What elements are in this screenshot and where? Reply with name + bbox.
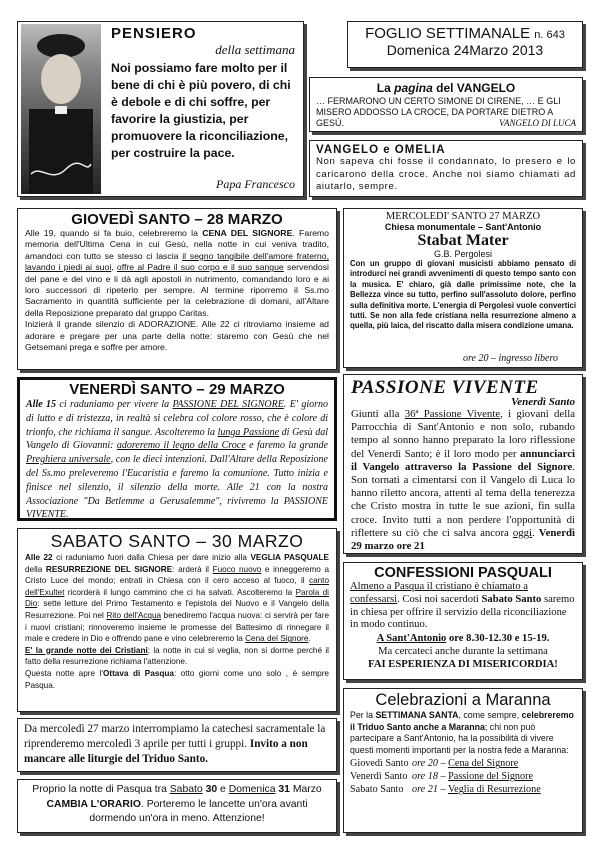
orario-o3b: CAMBIA L'ORARIO xyxy=(46,798,141,810)
sabato-s11: ; la notte in cui si veglia, non si dorme perché il fatto della resurrezione richiama l'attenzione. xyxy=(25,645,329,667)
pensiero-author: Papa Francesco xyxy=(216,177,295,191)
schedule-row xyxy=(350,783,576,796)
mercoledi-title: MERCOLEDI' SANTO 27 MARZO xyxy=(385,211,541,222)
venerdi-t1: Alle 15 xyxy=(26,399,57,410)
pensiero-box xyxy=(17,21,304,197)
maranna-schedule xyxy=(350,757,576,796)
schedule-time: ore 20 xyxy=(412,758,438,770)
venerdi-box xyxy=(17,377,337,521)
vangelo-title-pre: La xyxy=(376,81,395,95)
passione-a4b: Venerdì 29 marzo ore 21 xyxy=(351,526,575,553)
masthead-number: n. 643 xyxy=(534,29,565,41)
passione-a4: . xyxy=(532,526,539,539)
venerdi-t4: di Gesù dal Vangelo di Giovanni: xyxy=(26,426,329,452)
venerdi-t2u: PASSIONE DEL SIGNORE xyxy=(172,399,284,410)
confessioni-c4b: ore 8.30-12.30 e 15-19. xyxy=(446,633,550,645)
giovedi-p5: Inizierà il grande silenzio di ADORAZIONE. Alle 22 ci ritroviamo insieme ad adorare e pregare per una parte della notte: staremo con Gesù che nel Getsemani prega e soffre per amore. xyxy=(25,319,329,353)
omelia-title: VANGELO e OMELIA xyxy=(316,144,446,156)
sabato-s3: della xyxy=(25,564,46,574)
sabato-s13: : otto giorni come uno solo , è sempre Pasqua. xyxy=(25,668,329,690)
vangelo-title xyxy=(310,81,582,95)
catechesi-text xyxy=(24,722,330,767)
confessioni-c4u: A Sant'Antonio xyxy=(376,633,447,645)
sabato-s10b: E' la grande notte dei Cristiani xyxy=(25,645,148,655)
orario-o2u: Domenica xyxy=(228,784,276,795)
schedule-day: Venerdì Santo xyxy=(350,771,408,783)
sabato-s7u: Rito dell'Acqua xyxy=(106,610,162,620)
passione-box xyxy=(343,374,583,554)
giovedi-p3: , xyxy=(111,262,117,273)
mercoledi-text: Con un gruppo di giovani musicisti abbiamo pensato di introdurci nei grandi avvenimenti di questo tempo santo con la musica. E' chiaro, già dalle primissime note, che la Bellezza vince su tutto, perfino sull'assoluto dolore, perfino sulla definitiva morte. L'energia di Pergolesi vuole convertici tutti. Se non alla fede cristiana nella resurrezione almeno a quella, più laica, del riscatto dalla misera condizione umana. xyxy=(350,259,576,331)
masthead-line xyxy=(348,25,582,42)
confessioni-c6: FAI ESPERIENZA DI MISERICORDIA! xyxy=(368,659,558,671)
orario-o1u: Sabato xyxy=(169,784,203,795)
schedule-row xyxy=(350,770,576,783)
sabato-s4u: Fuoco nuovo xyxy=(212,564,262,574)
confessioni-hours xyxy=(350,632,576,645)
confessioni-c5: Ma cercateci anche durante la settimana xyxy=(378,646,548,658)
maranna-m1: Per la xyxy=(350,710,376,720)
mercoledi-box xyxy=(343,208,583,368)
schedule-row xyxy=(350,757,576,770)
venerdi-text xyxy=(26,398,328,522)
orario-o1: Proprio la notte di Pasqua tra xyxy=(32,784,170,795)
venerdi-t4u: adoreremo il legno della Croce xyxy=(116,440,246,452)
passione-a2b: annunciarci il Vangelo attraverso la Passione del Signore xyxy=(351,447,575,473)
schedule-time: ore 21 xyxy=(412,784,438,796)
masthead-title: FOGLIO SETTIMANALE xyxy=(365,25,531,42)
confessioni-title: CONFESSIONI PASQUALI xyxy=(374,565,552,581)
portrait-photo xyxy=(21,24,101,194)
sabato-s4: : arderà il xyxy=(172,564,213,574)
venerdi-t5u: Preghiera universale xyxy=(26,454,111,466)
orario-o4: . Porteremo le lancette un'ora avanti dormendo un'ora in meno. Attenzione! xyxy=(89,798,308,824)
orario-o2b: 31 xyxy=(275,784,290,795)
masthead-box xyxy=(347,21,583,68)
sabato-s2b: VEGLIA PASQUALE xyxy=(250,553,329,562)
vangelo-ref: VANGELO DI LUCA xyxy=(499,118,576,128)
mercoledi-work: Stabat Mater xyxy=(417,232,509,249)
vangelo-text xyxy=(310,95,582,130)
catechesi-t2b: Invito a non mancare alle liturgie del Triduo Santo. xyxy=(24,738,308,765)
venerdi-t6: , con le dieci intenzioni. Dall'Altare della Reposizione del Ss.mo preleveremo l'Eucaristia e faremo la comunione. Tutto inizia e finisce nel silenzio, il silenzio della morte. Alle 21 con la nostra Associazione "Da Betlemme a Gerusalemme", rivivremo la PASSIONE VIVENTE. xyxy=(26,454,328,521)
omelia-box xyxy=(309,140,583,197)
maranna-text xyxy=(350,710,576,756)
passione-a3: . Son tornati a cimentarsi con il Vangelo di Luca lo hanno riletto ancora, attenti al tema della tenerezza che Cristo mostra in tutte le sue azioni, fin sulla croce. Invito tutti a non perdere l'opportunità di riflettere su ciò che ci salva ancora xyxy=(351,460,575,539)
orario-o2: e xyxy=(217,784,229,795)
pensiero-quote: Noi possiamo fare molto per il bene di chi è più povero, di chi è debole e di chi soffre, per favorire la giustizia, per promuovere la riconciliazione, per costruire la pace. xyxy=(111,61,291,160)
confessioni-c2b: Sabato Santo xyxy=(481,593,542,605)
giovedi-p4: servendosi del pane e del vino e li dà agli apostoli in nutrimento, comandando loro e ai loro successori di ripeterlo per sempre. Al termine riporremo il Ss.mo Sacramento in quantità sufficiente per la celebrazione di domani, all'Altare della Reposizione preparato dal gruppo Caritas. xyxy=(25,262,329,318)
sabato-s1: Alle 22 xyxy=(25,553,53,562)
orario-o1b: 30 xyxy=(202,784,218,795)
sabato-s8: benediremo l'acqua nuova: ci servirà per fare i nuovi cristiani; rinnoveremo insieme le promesse del Battesimo di rinnegare il male e credere in Dio e offrendo pane e vino celebreremo la xyxy=(25,610,329,644)
sabato-s2: ci raduniamo fuori dalla Chiesa per dare inizio alla xyxy=(52,553,251,562)
confessioni-text xyxy=(350,581,576,632)
vangelo-box xyxy=(309,77,583,132)
schedule-day: Sabato Santo xyxy=(350,784,404,796)
passione-text xyxy=(351,408,575,553)
sabato-s12b: Ottava di Pasqua xyxy=(102,668,174,678)
sabato-box xyxy=(17,528,337,712)
pensiero-subtitle: della settimana xyxy=(215,42,295,57)
sabato-s6u: Parola di Dio xyxy=(25,587,329,609)
catechesi-box xyxy=(17,718,337,772)
pensiero-title: PENSIERO xyxy=(111,25,197,42)
venerdi-t3: . E' giorno di lutto e di tristezza, in realtà si celebra col colore rosso, che è colore di trionfo, che richiama il sangue. Ascolteremo la xyxy=(26,399,328,438)
schedule-time: ore 18 xyxy=(412,771,438,783)
venerdi-t2: ci raduniamo per vivere la xyxy=(56,399,173,410)
passione-a2: , i giovani della Parrocchia di Sant'Antonio e non solo, rubando tempo al sonno hanno preparato la loro riflessione del Venerdì Santo; è il loro modo per xyxy=(351,408,575,460)
maranna-m3: ; chi non può partecipare a Sant'Antonio, ha la possibilità di vivere questi momenti importanti per la nostra fede a Maranna: xyxy=(350,721,569,755)
venerdi-t5: e faremo la grande xyxy=(245,440,328,452)
maranna-m1b: SETTIMANA SANTA xyxy=(375,710,459,720)
passione-a3u: oggi xyxy=(512,526,533,539)
venerdi-t3u: lunga Passione xyxy=(217,426,280,438)
orario-o3: Marzo xyxy=(289,784,322,795)
giovedi-title: GIOVEDÌ SANTO – 28 MARZO xyxy=(71,211,283,228)
orario-text xyxy=(24,783,330,827)
omelia-text: Non sapeva chi fosse il condannato, lo presero e lo caricarono della croce. Anche noi siamo chiamati ad aiutarlo, sempre. xyxy=(316,156,576,192)
confessioni-c2: . Così noi sacerdoti xyxy=(397,593,482,605)
giovedi-box xyxy=(17,208,337,370)
confessioni-box xyxy=(343,562,583,680)
passione-a1u: 36ª Passione Vivente xyxy=(404,408,501,420)
venerdi-title: VENERDÌ SANTO – 29 MARZO xyxy=(69,381,285,398)
sabato-title: SABATO SANTO – 30 MARZO xyxy=(50,531,304,551)
maranna-m2: , come sempre, xyxy=(458,710,522,720)
schedule-sep: – xyxy=(437,771,449,783)
passione-a1: Giunti alla xyxy=(351,408,405,420)
giovedi-text xyxy=(25,228,329,353)
schedule-day: Giovedì Santo xyxy=(350,758,409,770)
schedule-what: Cena del Signore xyxy=(448,758,519,770)
maranna-title: Celebrazioni a Maranna xyxy=(375,691,551,709)
schedule-sep: – xyxy=(437,784,448,796)
mercoledi-place: Chiesa monumentale – Sant'Antonio xyxy=(384,222,542,232)
vangelo-title-post: del VANGELO xyxy=(432,81,516,95)
sabato-s5: e inneggeremo a Cristo Luce del mondo; entrati in Chiesa con il cero acceso al fuoco, il xyxy=(25,564,330,586)
orario-box xyxy=(17,779,337,833)
passione-title: PASSIONE VIVENTE xyxy=(351,377,539,398)
catechesi-t1: Da mercoledì 27 marzo interrompiamo la catechesi sacramentale la riprenderemo mercoledì 3 aprile per tutti i gruppi. xyxy=(24,723,326,750)
sabato-s8u: Cena del Signore xyxy=(245,634,309,644)
sabato-text xyxy=(25,552,329,691)
schedule-sep: – xyxy=(437,758,449,770)
confessioni-c3: saremo in chiesa per offrire il servizio della riconciliazione in modo continuo. xyxy=(350,593,575,631)
vangelo-title-em: pagina xyxy=(394,81,433,95)
masthead-date: Domenica 24Marzo 2013 xyxy=(386,42,544,58)
sabato-s3b: RESURREZIONE DEL SIGNORE xyxy=(45,564,173,574)
giovedi-p3u: offre al Padre il suo corpo e il suo sangue xyxy=(116,262,284,273)
giovedi-p2u: il segno tangibile dell'amore fraterno, lavando i piedi ai suoi xyxy=(25,250,329,273)
sabato-s5u: canto dell'Exultet xyxy=(25,576,329,597)
giovedi-p2: . Faremo memoria dell'Ultima Cena in cui Gesù, nella notte in cui veniva tradito, amandoci con tutto se stesso ci lascia xyxy=(25,228,329,261)
sabato-s7: : sette letture del Primo Testamento e l'epistola del Nuovo e il Vangelo della Resurrezione. Poi nel xyxy=(25,599,329,620)
maranna-m2b: celebreremo il Triduo Santo anche a Maranna xyxy=(350,710,574,732)
sabato-s12: Questa notte apre l' xyxy=(25,668,103,678)
maranna-box xyxy=(343,688,583,833)
mercoledi-composer: G.B. Pergolesi xyxy=(433,249,493,259)
giovedi-p1b: CENA DEL SIGNORE xyxy=(202,228,293,238)
mercoledi-time: ore 20 – ingresso libero xyxy=(463,353,558,364)
schedule-what: Passione del Signore xyxy=(448,771,534,783)
schedule-what: Veglia di Resurrezione xyxy=(447,784,541,796)
sabato-s6: ricorderà il lungo cammino che ci ha salvati. Ascolteremo la xyxy=(64,587,296,597)
sabato-s9: . xyxy=(308,634,311,644)
confessioni-c1u: Almeno a Pasqua il cristiano è chiamato a confessarsi xyxy=(350,581,528,605)
vangelo-quote: … FERMARONO UN CERTO SIMONE DI CIRENE, … E GLI MISERO ADDOSSO LA CROCE, DA PORTARE DIETRO A GESÙ. xyxy=(316,96,561,128)
passione-sub: Venerdì Santo xyxy=(511,396,575,408)
giovedi-p1: Alle 19, quando si fa buio, celebreremo la xyxy=(25,228,203,238)
